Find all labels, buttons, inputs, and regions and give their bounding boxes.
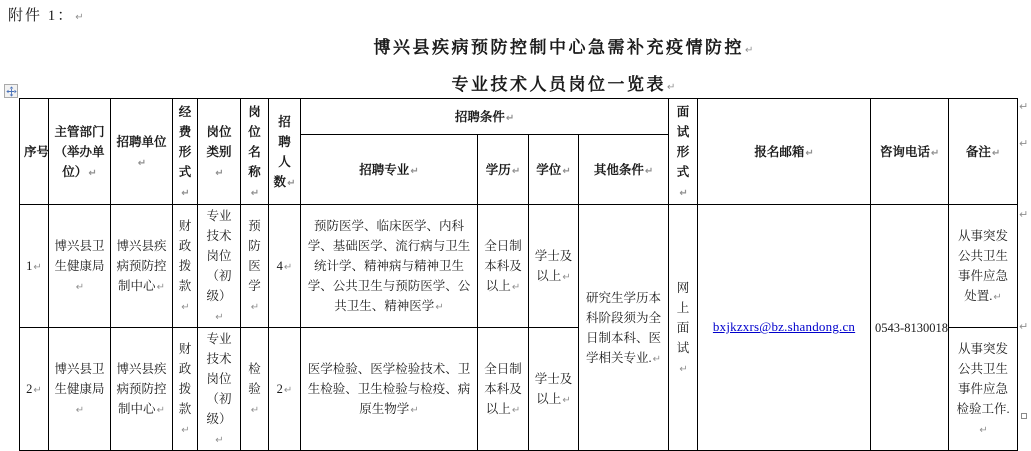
cell-count-2: 2↵: [269, 328, 301, 451]
table-row-1: [20, 205, 1018, 328]
header-other: 其他条件↵: [579, 135, 669, 205]
cell-funding-2: 财政拨款↵: [173, 328, 198, 451]
header-unit: 招聘单位↵: [111, 99, 173, 205]
paragraph-mark: ↵: [805, 147, 814, 159]
cell-interview-mode: 网上面试↵: [669, 205, 698, 451]
cell-seq-2: 2↵: [20, 328, 49, 451]
cell-dept-1: 博兴县卫生健康局↵: [49, 205, 111, 328]
header-position: 岗位名称↵: [241, 99, 269, 205]
paragraph-mark: ↵: [667, 82, 676, 93]
paragraph-mark: ↵: [679, 187, 688, 199]
cell-position-2: 检验↵: [241, 328, 269, 451]
header-funding: 经费形式↵: [173, 99, 198, 205]
paragraph-mark: ↵: [745, 45, 754, 56]
paragraph-mark: ↵: [679, 363, 688, 375]
move-cross-icon: [6, 86, 17, 97]
header-degree: 学位↵: [529, 135, 579, 205]
row-end-mark: ↵: [1019, 208, 1029, 221]
paragraph-mark: ↵: [505, 112, 515, 124]
paragraph-mark: ↵: [979, 425, 988, 436]
header-category: 岗位类别↵: [198, 99, 241, 205]
paragraph-mark: ↵: [75, 282, 85, 293]
paragraph-mark: ↵: [250, 187, 260, 199]
document-title-line1: [110, 33, 1017, 58]
cell-position-1: 预防医学↵: [241, 205, 269, 328]
paragraph-mark: ↵: [215, 167, 224, 179]
table-move-handle[interactable]: [4, 84, 18, 98]
paragraph-mark: ↵: [181, 425, 190, 436]
cell-unit-1: 博兴县疾病预防控制中心↵: [111, 205, 173, 328]
cell-degree-1: 学士及以上↵: [529, 205, 579, 328]
cell-seq-1: 1↵: [20, 205, 49, 328]
paragraph-mark: ↵: [287, 177, 296, 189]
anchor-square-mark: [1021, 413, 1027, 419]
paragraph-mark: ↵: [644, 165, 654, 177]
paragraph-mark: ↵: [283, 385, 293, 396]
paragraph-mark: ↵: [435, 302, 444, 313]
paragraph-mark: ↵: [511, 405, 521, 416]
paragraph-mark: ↵: [511, 282, 521, 293]
cell-remark-2: 从事突发公共卫生事件应急检验工作.↵: [949, 328, 1018, 451]
paragraph-mark: ↵: [181, 302, 190, 313]
header-email: 报名邮箱↵: [698, 99, 871, 205]
cell-category-2: 专业技术岗位（初级）↵: [198, 328, 241, 451]
cell-dept-2: 博兴县卫生健康局↵: [49, 328, 111, 451]
paragraph-mark: ↵: [410, 165, 419, 177]
attachment-label: [8, 4, 86, 25]
title-line2-text: 专业技术人员岗位一览表: [451, 75, 667, 94]
paragraph-mark: ↵: [156, 405, 165, 416]
paragraph-mark: ↵: [215, 435, 224, 446]
paragraph-mark: ↵: [181, 187, 190, 199]
paragraph-mark: ↵: [250, 405, 260, 416]
cell-count-1: 4↵: [269, 205, 301, 328]
header-interview: 面试形式↵: [669, 99, 698, 205]
paragraph-mark: ↵: [562, 395, 571, 406]
paragraph-mark: ↵: [215, 312, 224, 323]
header-remark: 备注↵: [949, 99, 1018, 205]
recruitment-table: [19, 98, 1018, 451]
paragraph-mark: ↵: [652, 353, 662, 365]
paragraph-mark: ↵: [75, 405, 85, 416]
cell-unit-2: 博兴县疾病预防控制中心↵: [111, 328, 173, 451]
header-major: 招聘专业↵: [301, 135, 478, 205]
attachment-label-text: 附件 1：: [8, 8, 75, 24]
paragraph-mark: ↵: [283, 262, 293, 273]
cell-education-1: 全日制本科及以上↵: [478, 205, 529, 328]
cell-funding-1: 财政拨款↵: [173, 205, 198, 328]
cell-degree-2: 学士及以上↵: [529, 328, 579, 451]
paragraph-mark: ↵: [410, 405, 419, 416]
paragraph-mark: ↵: [562, 272, 571, 283]
paragraph-mark: ↵: [930, 147, 940, 159]
paragraph-mark: ↵: [75, 12, 86, 23]
paragraph-mark: ↵: [991, 147, 1001, 159]
cell-education-2: 全日制本科及以上↵: [478, 328, 529, 451]
header-education: 学历↵: [478, 135, 529, 205]
paragraph-mark: ↵: [250, 302, 260, 313]
header-dept: 主管部门（举办单位）↵: [49, 99, 111, 205]
cell-other-conditions: 研究生学历本科阶段须为全日制本科、医学相关专业.↵: [579, 205, 669, 451]
email-link[interactable]: bxjkzxrs@bz.shandong.cn: [712, 319, 856, 335]
cell-major-2: 医学检验、医学检验技术、卫生检验、卫生检验与检疫、病原生物学↵: [301, 328, 478, 451]
paragraph-mark: ↵: [993, 292, 1002, 303]
paragraph-mark: ↵: [33, 385, 42, 396]
cell-remark-1: 从事突发公共卫生事件应急处置.↵: [949, 205, 1018, 328]
row-end-mark: ↵: [1019, 100, 1029, 113]
cell-category-1: 专业技术岗位（初级）↵: [198, 205, 241, 328]
cell-major-1: 预防医学、临床医学、内科学、基础医学、流行病与卫生统计学、精神病与精神卫生学、公共卫生与预防医学、公共卫生、精神医学↵: [301, 205, 478, 328]
title-line1-text: 博兴县疾病预防控制中心急需补充疫情防控: [373, 38, 745, 57]
header-conditions: 招聘条件↵: [301, 99, 669, 135]
paragraph-mark: ↵: [562, 165, 571, 177]
cell-phone: 0543-8130018: [871, 205, 949, 451]
row-end-mark: ↵: [1019, 137, 1029, 150]
header-phone: 咨询电话↵: [871, 99, 949, 205]
paragraph-mark: ↵: [511, 165, 521, 177]
header-seq: 序号: [20, 99, 49, 205]
paragraph-mark: ↵: [33, 262, 42, 273]
row-end-mark: ↵: [1019, 320, 1029, 333]
document-title-line2: [110, 70, 1017, 95]
paragraph-mark: ↵: [137, 157, 147, 169]
paragraph-mark: ↵: [156, 282, 165, 293]
paragraph-mark: ↵: [88, 167, 97, 179]
cell-email: [698, 205, 871, 451]
header-count: 招聘人数↵: [269, 99, 301, 205]
